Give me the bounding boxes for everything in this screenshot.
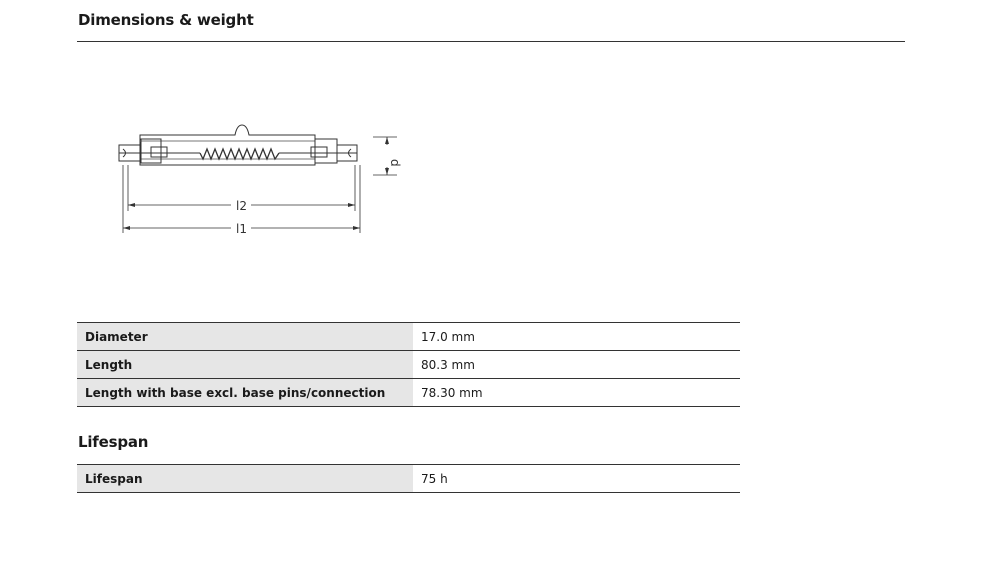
table-row [77, 323, 740, 351]
dimensions-table [77, 322, 740, 407]
d-label: d [388, 159, 402, 167]
row-label: Length [77, 351, 413, 379]
lamp-dimension-drawing [105, 115, 410, 240]
row-value: 80.3 mm [413, 351, 740, 379]
row-label: Length with base excl. base pins/connection [77, 379, 413, 407]
row-value: 78.30 mm [413, 379, 740, 407]
lifespan-table [77, 464, 740, 493]
lifespan-section-title: Lifespan [78, 433, 149, 451]
row-value: 17.0 mm [413, 323, 740, 351]
row-label: Lifespan [77, 465, 413, 493]
table-row [77, 465, 740, 493]
l1-label: l1 [236, 222, 247, 236]
dimensions-section-title: Dimensions & weight [78, 11, 254, 29]
table-row [77, 379, 740, 407]
table-row [77, 351, 740, 379]
l2-label: l2 [236, 199, 247, 213]
row-value: 75 h [413, 465, 740, 493]
title-divider [77, 41, 905, 42]
row-label: Diameter [77, 323, 413, 351]
